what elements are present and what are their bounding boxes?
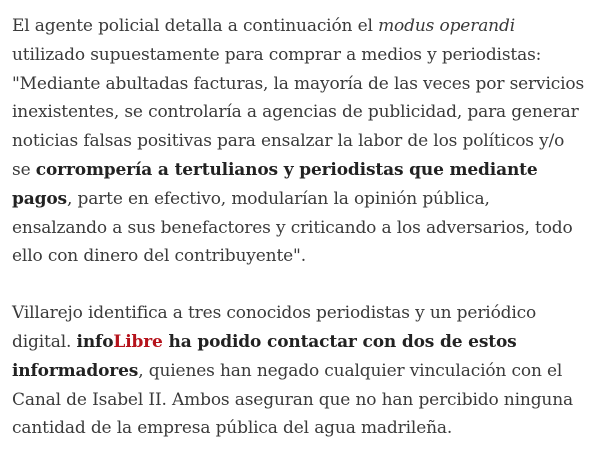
bold-text: corrompería a tertulianos y periodistas que mediante pagos (12, 159, 538, 209)
brand-name-libre: Libre (113, 331, 163, 352)
paragraph-text: Villarejo identifica a tres conocidos periodistas y un periódico digital. (12, 303, 537, 352)
paragraph-text: utilizado supuestamente para comprar a medios y periodistas: "Mediante abultadas facturas, la mayoría de las veces por servicios inexistentes, se controlaría a agencias de publicidad, para generar noticias falsas positivas para ensalzar la labor de los políticos y/o se (12, 44, 585, 180)
paragraph-text: El agente policial detalla a continuación el (12, 16, 379, 36)
paragraph-text: , quienes han negado cualquier vinculación con el Canal de Isabel II. Ambos aseguran que no han percibido ninguna cantidad de la empresa pública del agua madrileña. (12, 360, 574, 439)
article-paragraph-2 (12, 299, 586, 443)
bold-text: ha podido contactar con dos de estos informadores (12, 331, 517, 381)
article-paragraph-1 (12, 12, 586, 271)
brand-name-info: info (76, 331, 114, 352)
paragraph-text: , parte en efectivo, modularían la opinión pública, ensalzando a sus benefactores y criticando a los adversarios, todo ello con dinero del contribuyente". (12, 188, 573, 267)
emphasis-text: modus operandi (378, 16, 515, 36)
